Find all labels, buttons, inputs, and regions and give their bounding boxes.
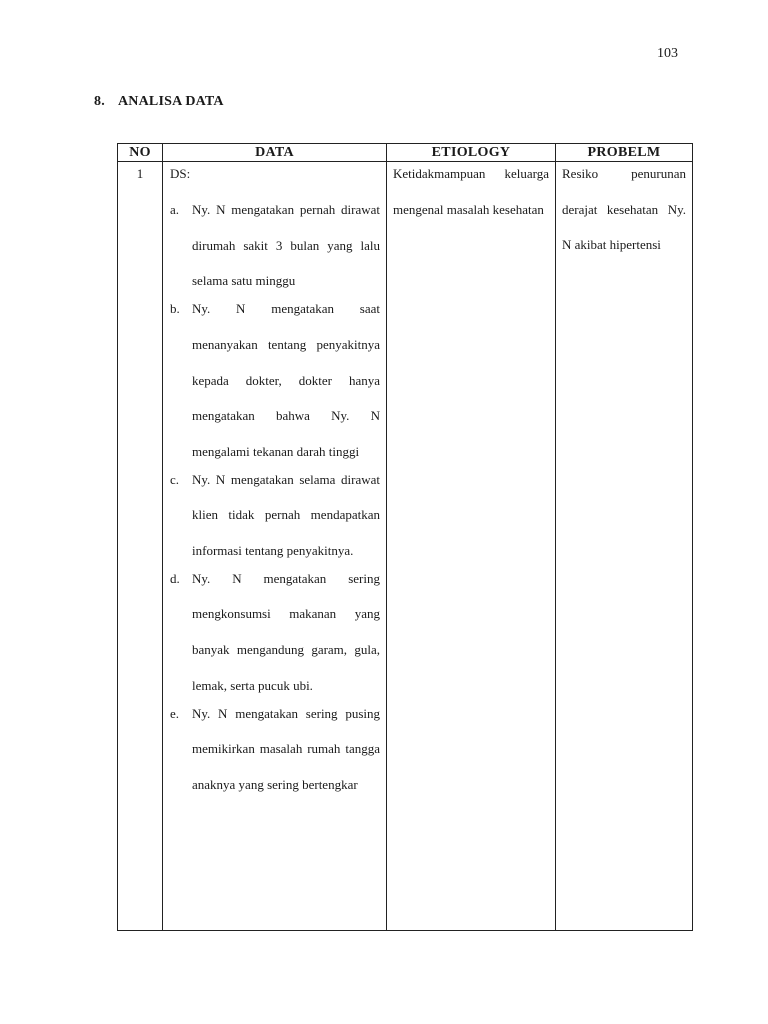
etiology-cell (387, 162, 556, 931)
section-heading (94, 94, 224, 110)
page-number: 103 (657, 46, 678, 61)
header-problem: PROBELM (556, 144, 693, 162)
list-marker: c. (170, 471, 180, 487)
header-no: NO (118, 144, 163, 162)
problem-cell (556, 162, 693, 931)
section-number: 8. (94, 94, 105, 109)
list-marker: d. (170, 570, 180, 586)
list-item-text: Ny. N mengatakan sering mengkonsumsi makanan yang banyak mengandung garam, gula, lemak, serta pucuk ubi. (192, 570, 380, 693)
list-marker: a. (170, 202, 180, 217)
list-item-text: Ny. N mengatakan sering pusing memikirkan masalah rumah tangga anaknya yang sering bertengkar (192, 705, 380, 792)
section-title: ANALISA DATA (118, 94, 224, 109)
list-item (170, 200, 380, 299)
data-cell (163, 162, 387, 931)
problem-text: Resiko penurunan derajat kesehatan Ny. N akibat hipertensi (562, 166, 686, 253)
list-item-text: Ny. N mengatakan pernah dirawat dirumah sakit 3 bulan yang lalu selama satu minggu (192, 202, 380, 289)
list-item-text: Ny. N mengatakan saat menanyakan tentang penyakitnya kepada dokter, dokter hanya mengatakan bahwa Ny. N mengalami tekanan darah tinggi (192, 301, 380, 459)
list-item (170, 470, 380, 569)
ds-label: DS: (170, 166, 191, 181)
list-item (170, 299, 380, 470)
row-number: 1 (118, 162, 163, 931)
header-etiology: ETIOLOGY (387, 144, 556, 162)
list-item-text: Ny. N mengatakan selama dirawat klien tidak pernah mendapatkan informasi tentang penyakitnya. (192, 471, 380, 559)
etiology-text: Ketidakmampuan keluarga mengenal masalah kesehatan (393, 166, 549, 217)
table-row (118, 162, 693, 931)
data-list (170, 200, 380, 803)
list-marker: e. (170, 705, 180, 721)
list-item (170, 704, 380, 803)
analysis-table (117, 143, 693, 931)
header-data: DATA (163, 144, 387, 162)
list-marker: b. (170, 301, 180, 317)
list-item (170, 569, 380, 704)
